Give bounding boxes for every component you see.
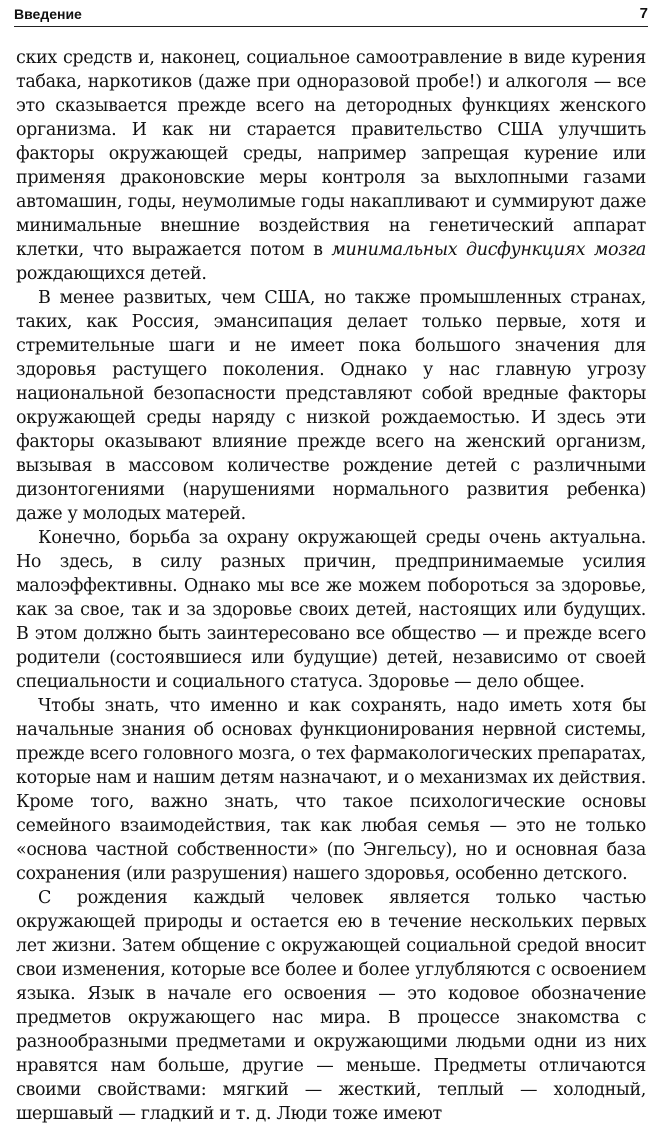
paragraph-4-text: Чтобы знать, что именно и как сохранять, надо иметь хотя бы начальные знания об основах функционирования нервной системы, прежде всего головного мозга, о тех фармакологических препаратах, которые нам и нашим детям назначают, и о механизмах их действия. Кроме того, важно знать, что такое психологические основы семейного взаимодействия, так как любая семья — это не только «основа частной собственности» (по Энгельсу), но и основная база сохранения (или разрушения) нашего здоровья, особенно детского. — [16, 696, 646, 884]
page-number: 7 — [639, 5, 648, 22]
page-body-text — [16, 46, 646, 1126]
paragraph-2 — [16, 286, 646, 526]
paragraph-4 — [16, 694, 646, 886]
paragraph-1-text: ских средств и, наконец, социальное самоотравление в виде курения табака, наркотиков (даже при одноразовой пробе!) и алкоголя — все это сказывается прежде всего на детородных функциях женского организма. И как ни старается правительство США улучшить факторы окружающей среды, например запрещая курение или применяя драконовские меры контроля за выхлопными газами автомашин, годы, неумолимые годы накапливают и суммируют даже минимальные внешние воздействия на генетический аппарат клетки, что выражается потом в — [16, 48, 646, 260]
paragraph-1-tail: рождающихся детей. — [16, 264, 207, 284]
running-header — [14, 4, 648, 27]
paragraph-3 — [16, 526, 646, 694]
paragraph-2-text: В менее развитых, чем США, но также промышленных странах, таких, как Россия, эмансипация делает только первые, хотя и стремительные шаги и не имеет пока большого значения для здоровья растущего поколения. Однако у нас главную угрозу национальной безопасности представляют собой вредные факторы окружающей среды наряду с низкой рождаемостью. И здесь эти факторы оказывают влияние прежде всего на женский организм, вызывая в массовом количестве рождение детей с различными дизонтогениями (нарушениями нормального развития ребенка) даже у молодых матерей. — [16, 288, 646, 524]
paragraph-5-text: С рождения каждый человек является только частью окружающей природы и остается ею в течение нескольких первых лет жизни. Затем общение с окружающей социальной средой вносит свои изменения, которые все более и более углубляются с освоением языка. Язык в начале его освоения — это кодовое обозначение предметов окружающего нас мира. В процессе знакомства с разнообразными предметами и окружающими людьми одни из них нравятся нам больше, другие — меньше. Предметы отличаются своими свойствами: мягкий — жесткий, теплый — холодный, шершавый — гладкий и т. д. Люди тоже имеют — [16, 888, 646, 1124]
paragraph-1-emphasis: минимальных дисфункциях мозга — [331, 240, 646, 260]
paragraph-3-text: Конечно, борьба за охрану окружающей среды очень актуальна. Но здесь, в силу разных причин, предпринимаемые усилия малоэффективны. Однако мы все же можем побороться за здоровье, как за свое, так и за здоровье своих детей, настоящих или будущих. В этом должно быть заинтересовано все общество — и прежде всего родители (состоявшиеся или будущие) детей, независимо от своей специальности и социального статуса. Здоровье — дело общее. — [16, 528, 646, 692]
section-title: Введение — [14, 6, 82, 22]
paragraph-1 — [16, 46, 646, 286]
paragraph-5 — [16, 886, 646, 1126]
